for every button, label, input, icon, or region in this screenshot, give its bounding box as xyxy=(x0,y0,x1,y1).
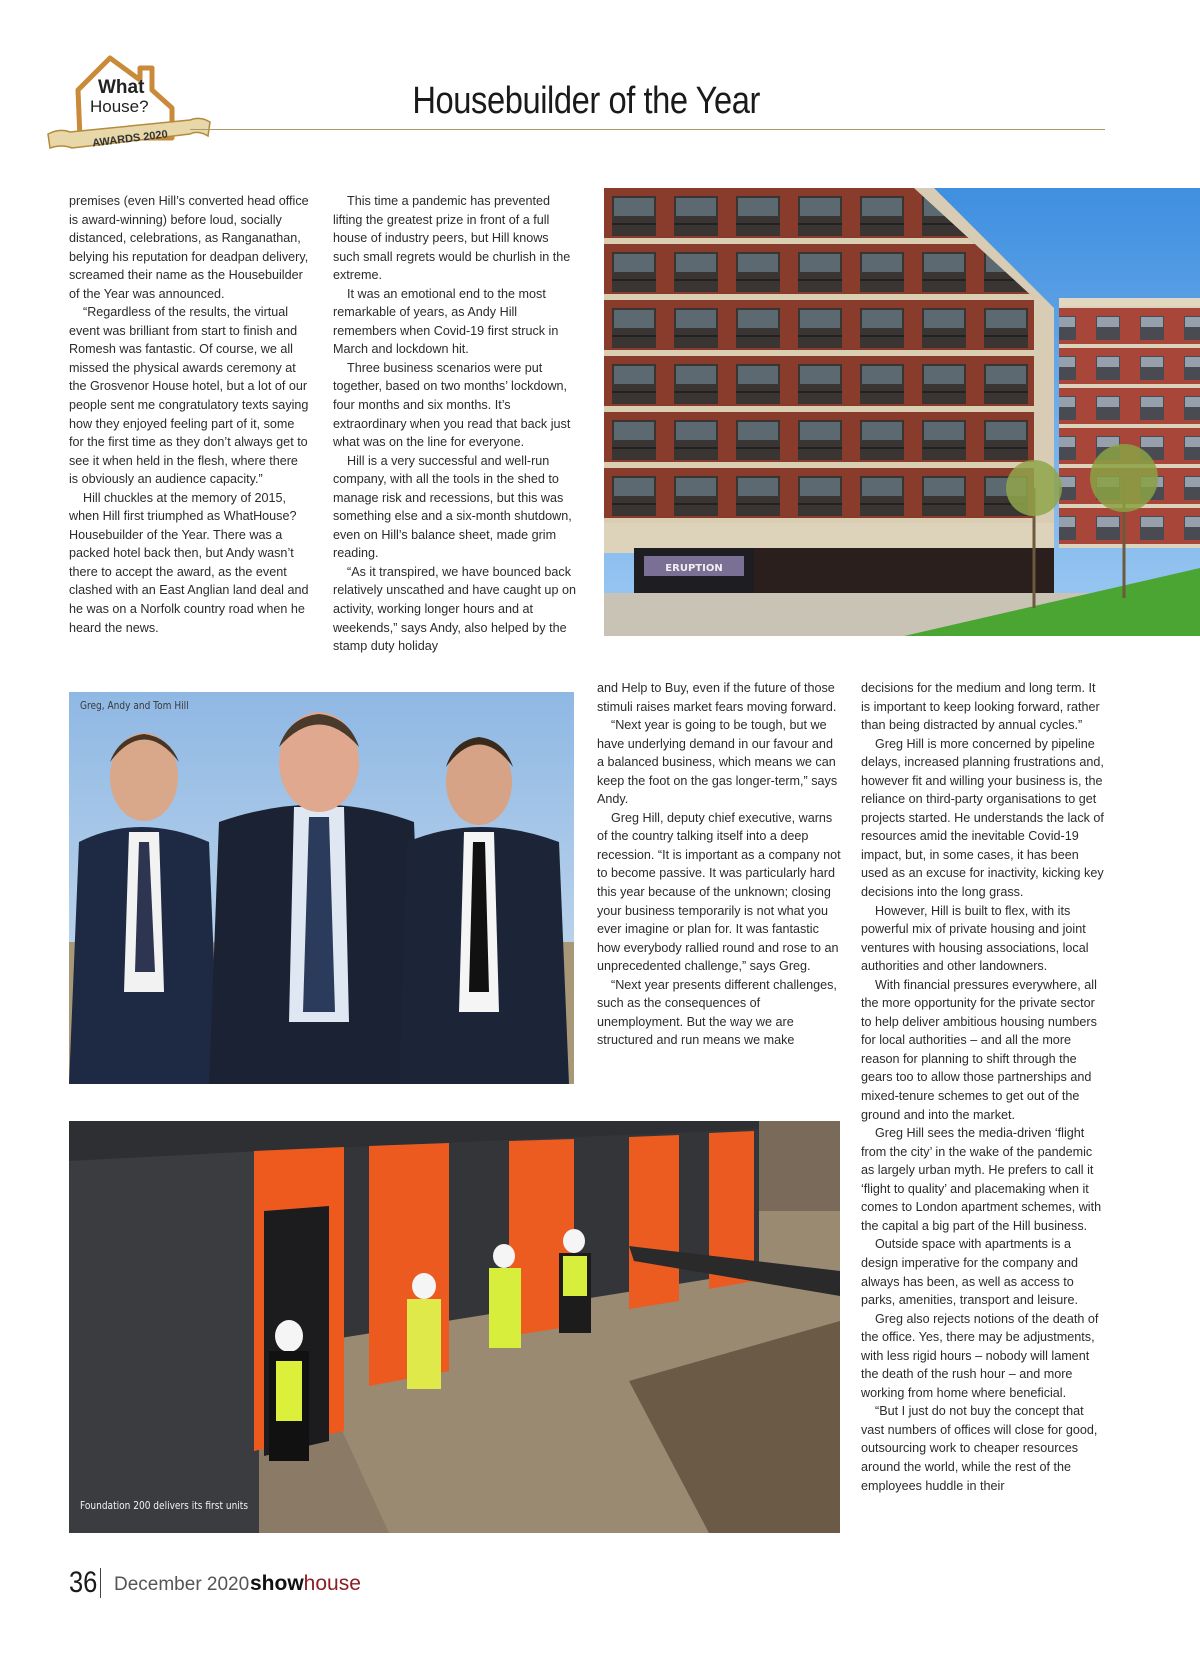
article-column-1 xyxy=(69,192,309,637)
issue-date: December 2020 xyxy=(114,1574,250,1595)
photo-caption: Greg, Andy and Tom Hill xyxy=(80,699,189,712)
paragraph: Greg Hill is more concerned by pipeline delays, increased planning frustrations and, however fit and willing your business is, the reliance on third-party organisations to get projects started. He understands the lack of resources amid the inevitable Covid-19 impact, but, in some cases, it has been used as an excuse for inactivity, kicking key decisions into the long grass. xyxy=(861,736,1104,900)
photo-caption: Foundation 200 delivers its first units xyxy=(80,1499,249,1512)
paragraph: “Next year presents different challenges, such as the consequences of unemployment. But the way we are structured and run means we make xyxy=(597,977,837,1048)
article-column-4 xyxy=(861,679,1106,1495)
paragraph: However, Hill is built to flex, with its powerful mix of private housing and joint ventures with housing associations, local authorities and other landowners. xyxy=(861,903,1089,974)
page-title: Housebuilder of the Year xyxy=(412,80,760,122)
hill-family-photo xyxy=(69,692,574,1084)
brand-bold: show xyxy=(250,1572,304,1595)
paragraph: Three business scenarios were put together, based on two months’ lockdown, four months and six months. It’s extraordinary when you read that back just what was on the line for everyone. xyxy=(333,360,571,450)
paragraph: premises (even Hill’s converted head office is award-winning) before loud, socially distanced, celebrations, as Ranganathan, belying his reputation for deadpan delivery, screamed their name as the Housebuilder of the Year was announced. xyxy=(69,194,309,301)
svg-text:AWARDS 2020: AWARDS 2020 xyxy=(91,128,169,150)
svg-text:House?: House? xyxy=(90,97,149,116)
foundation-200-photo xyxy=(69,1121,840,1533)
article-column-3 xyxy=(597,679,842,1050)
paragraph: This time a pandemic has prevented lifting the greatest prize in front of a full house of industry peers, but Hill knows such small regrets would be churlish in the extreme. xyxy=(333,194,571,283)
header-rule xyxy=(190,129,1105,130)
paragraph: It was an emotional end to the most remarkable of years, as Andy Hill remembers when Covid-19 first struck in March and lockdown hit. xyxy=(333,286,559,357)
apartment-building-photo xyxy=(604,188,1200,636)
page-number: 36 xyxy=(69,1566,98,1599)
article-column-2 xyxy=(333,192,578,656)
paragraph: “As it transpired, we have bounced back relatively unscathed and have caught up on activity, working longer hours and at weekends,” says Andy, also helped by the stamp duty holiday xyxy=(333,564,576,654)
paragraph: “But I just do not buy the concept that vast numbers of offices will close for good, outsourcing work to cheaper resources around the world, while the rest of the employees huddle in their xyxy=(861,1404,1098,1493)
paragraph: Greg Hill, deputy chief executive, warns of the country talking itself into a deep recession. “It is important as a company not to become passive. It was particularly hard this year because of the unknown; closing your business temporarily is not what you ever imagine or plan for. It was fantastic how everybody rallied round and rose to an unprecedented challenge,” says Greg. xyxy=(597,810,841,974)
paragraph: decisions for the medium and long term. It is important to keep looking forward, rather than being distracted by annual cycles.” xyxy=(861,681,1100,733)
whathouse-awards-logo xyxy=(40,50,215,155)
magazine-brand xyxy=(250,1572,361,1596)
paragraph: With financial pressures everywhere, all the more opportunity for the private sector to help deliver ambitious housing numbers for local authorities – and all the more reason for planning to shift through the gears too to allow those partnerships and mixed-tenure schemes to get out of the ground and into the market. xyxy=(861,977,1097,1122)
paragraph: Greg also rejects notions of the death of the office. Yes, there may be adjustments, with less rigid hours – nobody will lament the death of the rush hour – and more working from home where beneficial. xyxy=(861,1311,1099,1400)
paragraph: Hill chuckles at the memory of 2015, when Hill first triumphed as WhatHouse? Housebuilder of the Year. There was a packed hotel back then, but Andy wasn’t there to accept the award, as the event clashed with an East Anglian land deal and he was on a Norfolk country road when he heard the news. xyxy=(69,490,309,635)
paragraph: Outside space with apartments is a design imperative for the company and always has been, as well as access to parks, amenities, transport and leisure. xyxy=(861,1237,1079,1308)
svg-text:What: What xyxy=(98,77,145,98)
brand-rest: house xyxy=(303,1572,361,1595)
paragraph: and Help to Buy, even if the future of those stimuli raises market fears moving forward. xyxy=(597,681,837,714)
footer-divider xyxy=(100,1568,101,1598)
paragraph: “Next year is going to be tough, but we have underlying demand in our favour and a balanced business, which means we can keep the foot on the gas longer-term,” says Andy. xyxy=(597,718,838,807)
paragraph: Hill is a very successful and well-run company, with all the tools in the shed to manage risk and recessions, but this was something else and a six-month shutdown, even on Hill’s balance sheet, made grim reading. xyxy=(333,453,572,561)
svg-text:ERUPTION: ERUPTION xyxy=(665,563,723,574)
paragraph: “Regardless of the results, the virtual event was brilliant from start to finish and Romesh was fantastic. Of course, we all missed the physical awards ceremony at the Grosvenor House hotel, but a lot of our people sent me congratulatory texts saying how they enjoyed feeling part of it, some for the first time as they don’t always get to see it when held in the flesh, where there is obviously an audience capacity.” xyxy=(69,305,309,487)
paragraph: Greg Hill sees the media-driven ‘flight from the city’ in the wake of the pandemic as largely urban myth. He prefers to call it ‘flight to quality’ and placemaking when it comes to London apartment schemes, with the capital a big part of the Hill business. xyxy=(861,1126,1102,1233)
